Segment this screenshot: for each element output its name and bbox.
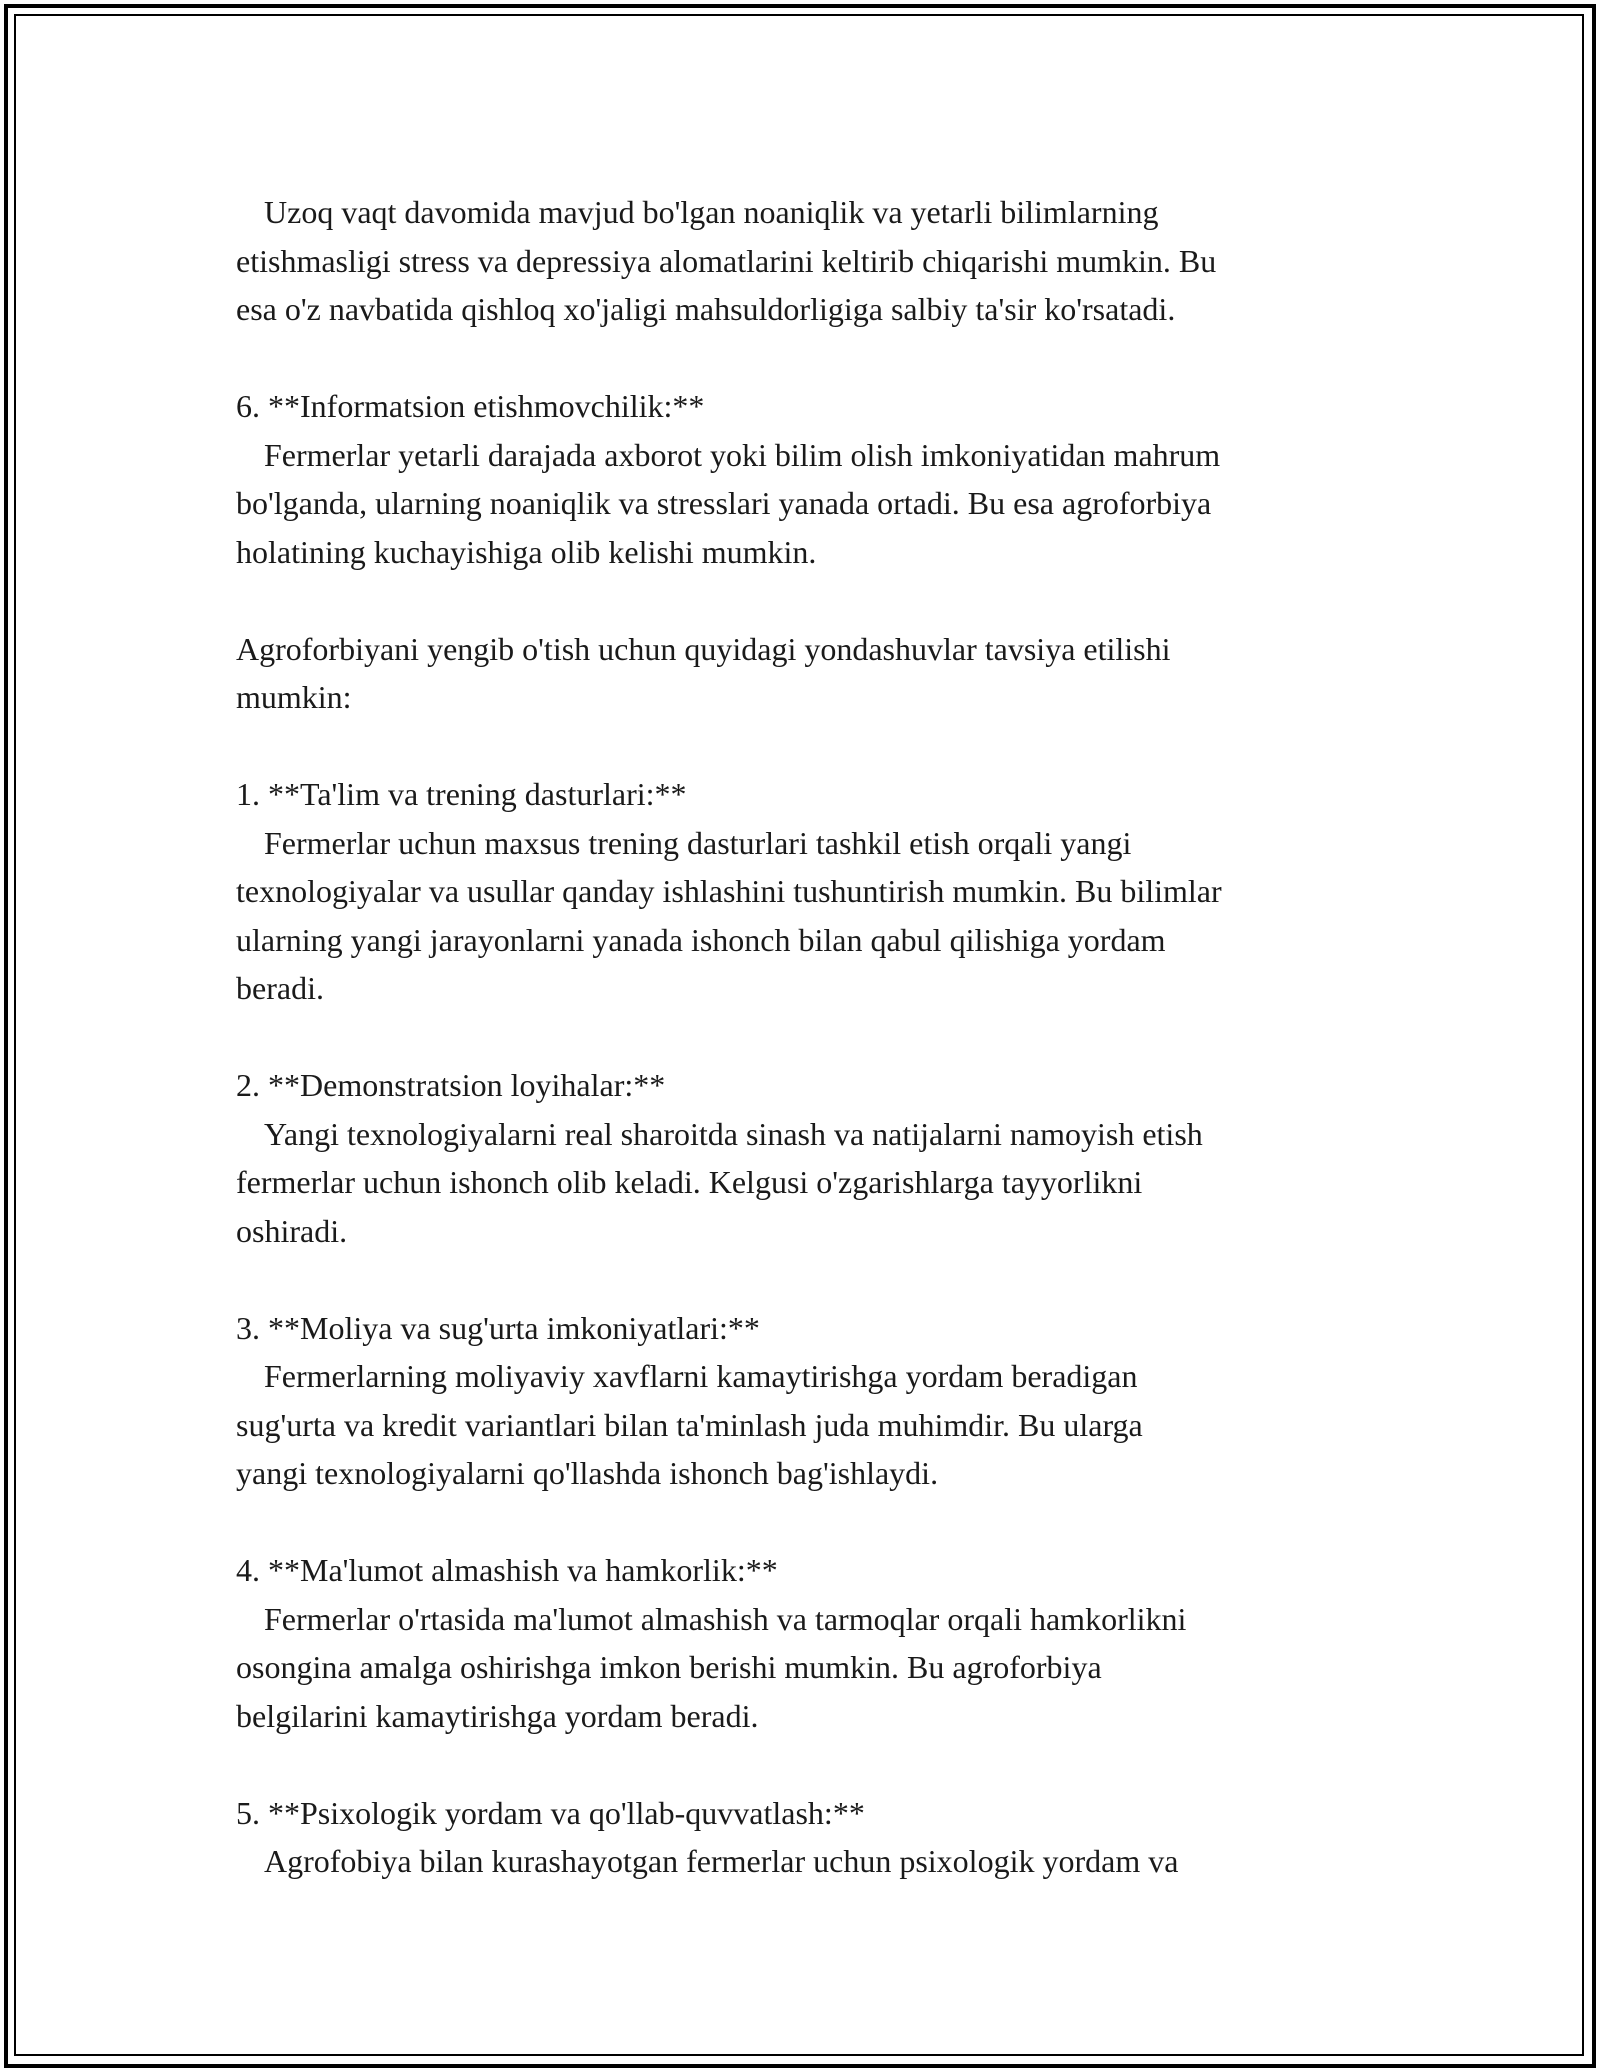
text-line: esa o'z navbatida qishloq xo'jaligi mahsuldorligiga salbiy ta'sir ko'rsatadi.	[236, 291, 1176, 327]
text-line: Fermerlar uchun maxsus trening dasturlari tashkil etish orqali yangi	[264, 824, 1132, 861]
paragraph-approach-4	[236, 1546, 1376, 1740]
text-line: mumkin:	[236, 679, 352, 715]
text-line: 6. **Informatsion etishmovchilik:**	[236, 388, 705, 424]
text-line: Fermerlarning moliyaviy xavflarni kamaytirishga yordam beradigan	[264, 1358, 1138, 1394]
text-line: Agrofobiya bilan kurashayotgan fermerlar uchun psixologik yordam va	[264, 1843, 1179, 1879]
text-line: 2. **Demonstratsion loyihalar:**	[236, 1067, 666, 1103]
paragraph-cause-6	[236, 382, 1376, 576]
text-line: beradi.	[236, 970, 324, 1006]
document-body	[236, 188, 1376, 1934]
paragraph-approaches-intro	[236, 625, 1376, 722]
text-line: belgilarini kamaytirishga yordam beradi.	[236, 1697, 759, 1734]
text-line: 4. **Ma'lumot almashish va hamkorlik:**	[236, 1552, 778, 1588]
text-line: 1. **Ta'lim va trening dasturlari:**	[236, 776, 687, 812]
text-line: 3. **Moliya va sug'urta imkoniyatlari:**	[236, 1309, 760, 1346]
text-line: Uzoq vaqt davomida mavjud bo'lgan noaniqlik va yetarli bilimlarning	[264, 194, 1159, 230]
paragraph-approach-3	[236, 1304, 1376, 1498]
text-line: Fermerlar yetarli darajada axborot yoki bilim olish imkoniyatidan mahrum	[264, 436, 1221, 473]
text-line: oshiradi.	[236, 1212, 348, 1249]
text-line: ularning yangi jarayonlarni yanada ishonch bilan qabul qilishiga yordam	[236, 921, 1166, 958]
text-line: holatining kuchayishiga olib kelishi mumkin.	[236, 533, 817, 570]
text-line: bo'lganda, ularning noaniqlik va stresslari yanada ortadi. Bu esa agroforbiya	[236, 485, 1212, 521]
paragraph-approach-2	[236, 1061, 1376, 1255]
text-line: sug'urta va kredit variantlari bilan ta'minlash juda muhimdir. Bu ularga	[236, 1406, 1143, 1443]
text-line: Fermerlar o'rtasida ma'lumot almashish va tarmoqlar orqali hamkorlikni	[264, 1600, 1187, 1637]
text-line: Yangi texnologiyalarni real sharoitda sinash va natijalarni namoyish etish	[264, 1115, 1203, 1152]
text-line: texnologiyalar va usullar qanday ishlashini tushuntirish mumkin. Bu bilimlar	[236, 873, 1222, 909]
paragraph-approach-5	[236, 1789, 1376, 1886]
text-line: Agroforbiyani yengib o'tish uchun quyidagi yondashuvlar tavsiya etilishi	[236, 630, 1171, 667]
paragraph-intro-continuation	[236, 188, 1376, 334]
text-line: osongina amalga oshirishga imkon berishi mumkin. Bu agroforbiya	[236, 1649, 1102, 1685]
text-line: fermerlar uchun ishonch olib keladi. Kelgusi o'zgarishlarga tayyorlikni	[236, 1164, 1143, 1200]
text-line: yangi texnologiyalarni qo'llashda ishonch bag'ishlaydi.	[236, 1455, 939, 1491]
text-line: 5. **Psixologik yordam va qo'llab-quvvatlash:**	[236, 1794, 865, 1831]
paragraph-approach-1	[236, 770, 1376, 1013]
text-line: etishmasligi stress va depressiya alomatlarini keltirib chiqarishi mumkin. Bu	[236, 242, 1217, 279]
